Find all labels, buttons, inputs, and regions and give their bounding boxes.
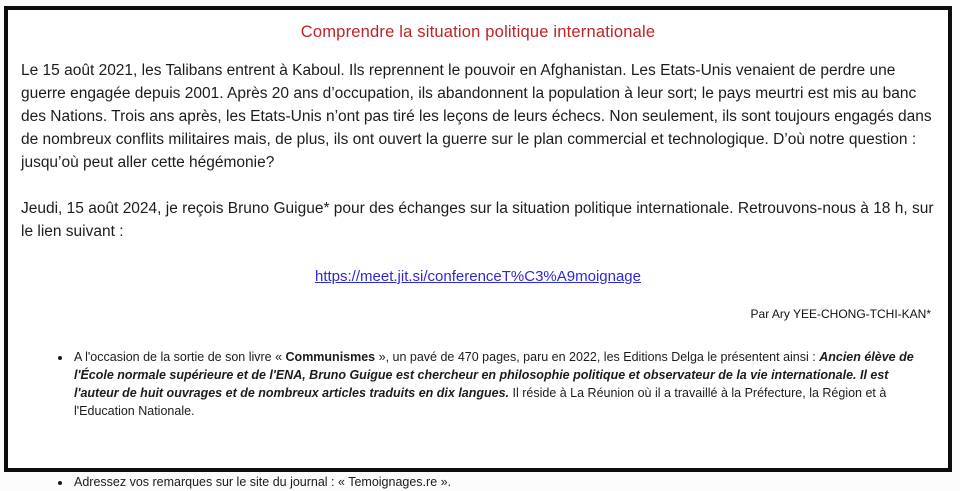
footnote-remarks: • Adressez vos remarques sur le site du journal : « Temoignages.re ». [72,473,935,491]
conference-link[interactable]: https://meet.jit.si/conferenceT%C3%A9moignage [315,268,641,285]
byline: Par Ary YEE-CHONG-TCHI-KAN* [750,307,931,321]
conference-link-row [21,268,935,286]
paragraph-intro: Le 15 août 2021, les Talibans entrent à Kaboul. Ils reprennent le pouvoir en Afghanistan. Les Etats-Unis venaient de perdre une guerre engagée depuis 2001. Après 20 ans d’occupation, ils abandonnent la population à leur sort; le pays meurtri est mis au banc des Nations. Trois ans après, les Etats-Unis n’ont pas tiré les leçons de leurs échecs. Non seulement, ils sont toujours engagés dans de nombreux conflits militaires mais, de plus, ils ont ouvert la guerre sur le plan commercial et technologique. D’où notre question : jusqu’où peut aller cette hégémonie? [21,62,932,171]
footnotes-list [21,348,935,491]
paragraph-invitation: Jeudi, 15 août 2024, je reçois Bruno Guigue* pour des échanges sur la situation politique internationale. Retrouvons-nous à 18 h, sur le lien suivant : [21,200,934,240]
document-frame [4,6,952,489]
page-title: Comprendre la situation politique internationale [300,23,656,41]
footnote-author-bio: • A l'occasion de la sortie de son livre « Communismes », un pavé de 470 pages, paru en 2022, les Editions Delga le présentent ainsi : Ancien élève de l'École normale supérieure et de l'ENA, Bruno Guigue est chercheur en philosophie politique et observateur de la vie internationale. Il est l'auteur de huit ouvrages et de nombreux articles traduits en dix langues. Il réside à La Réunion où il a travaillé à la Préfecture, la Région et à l'Education Nationale. [72,348,935,420]
